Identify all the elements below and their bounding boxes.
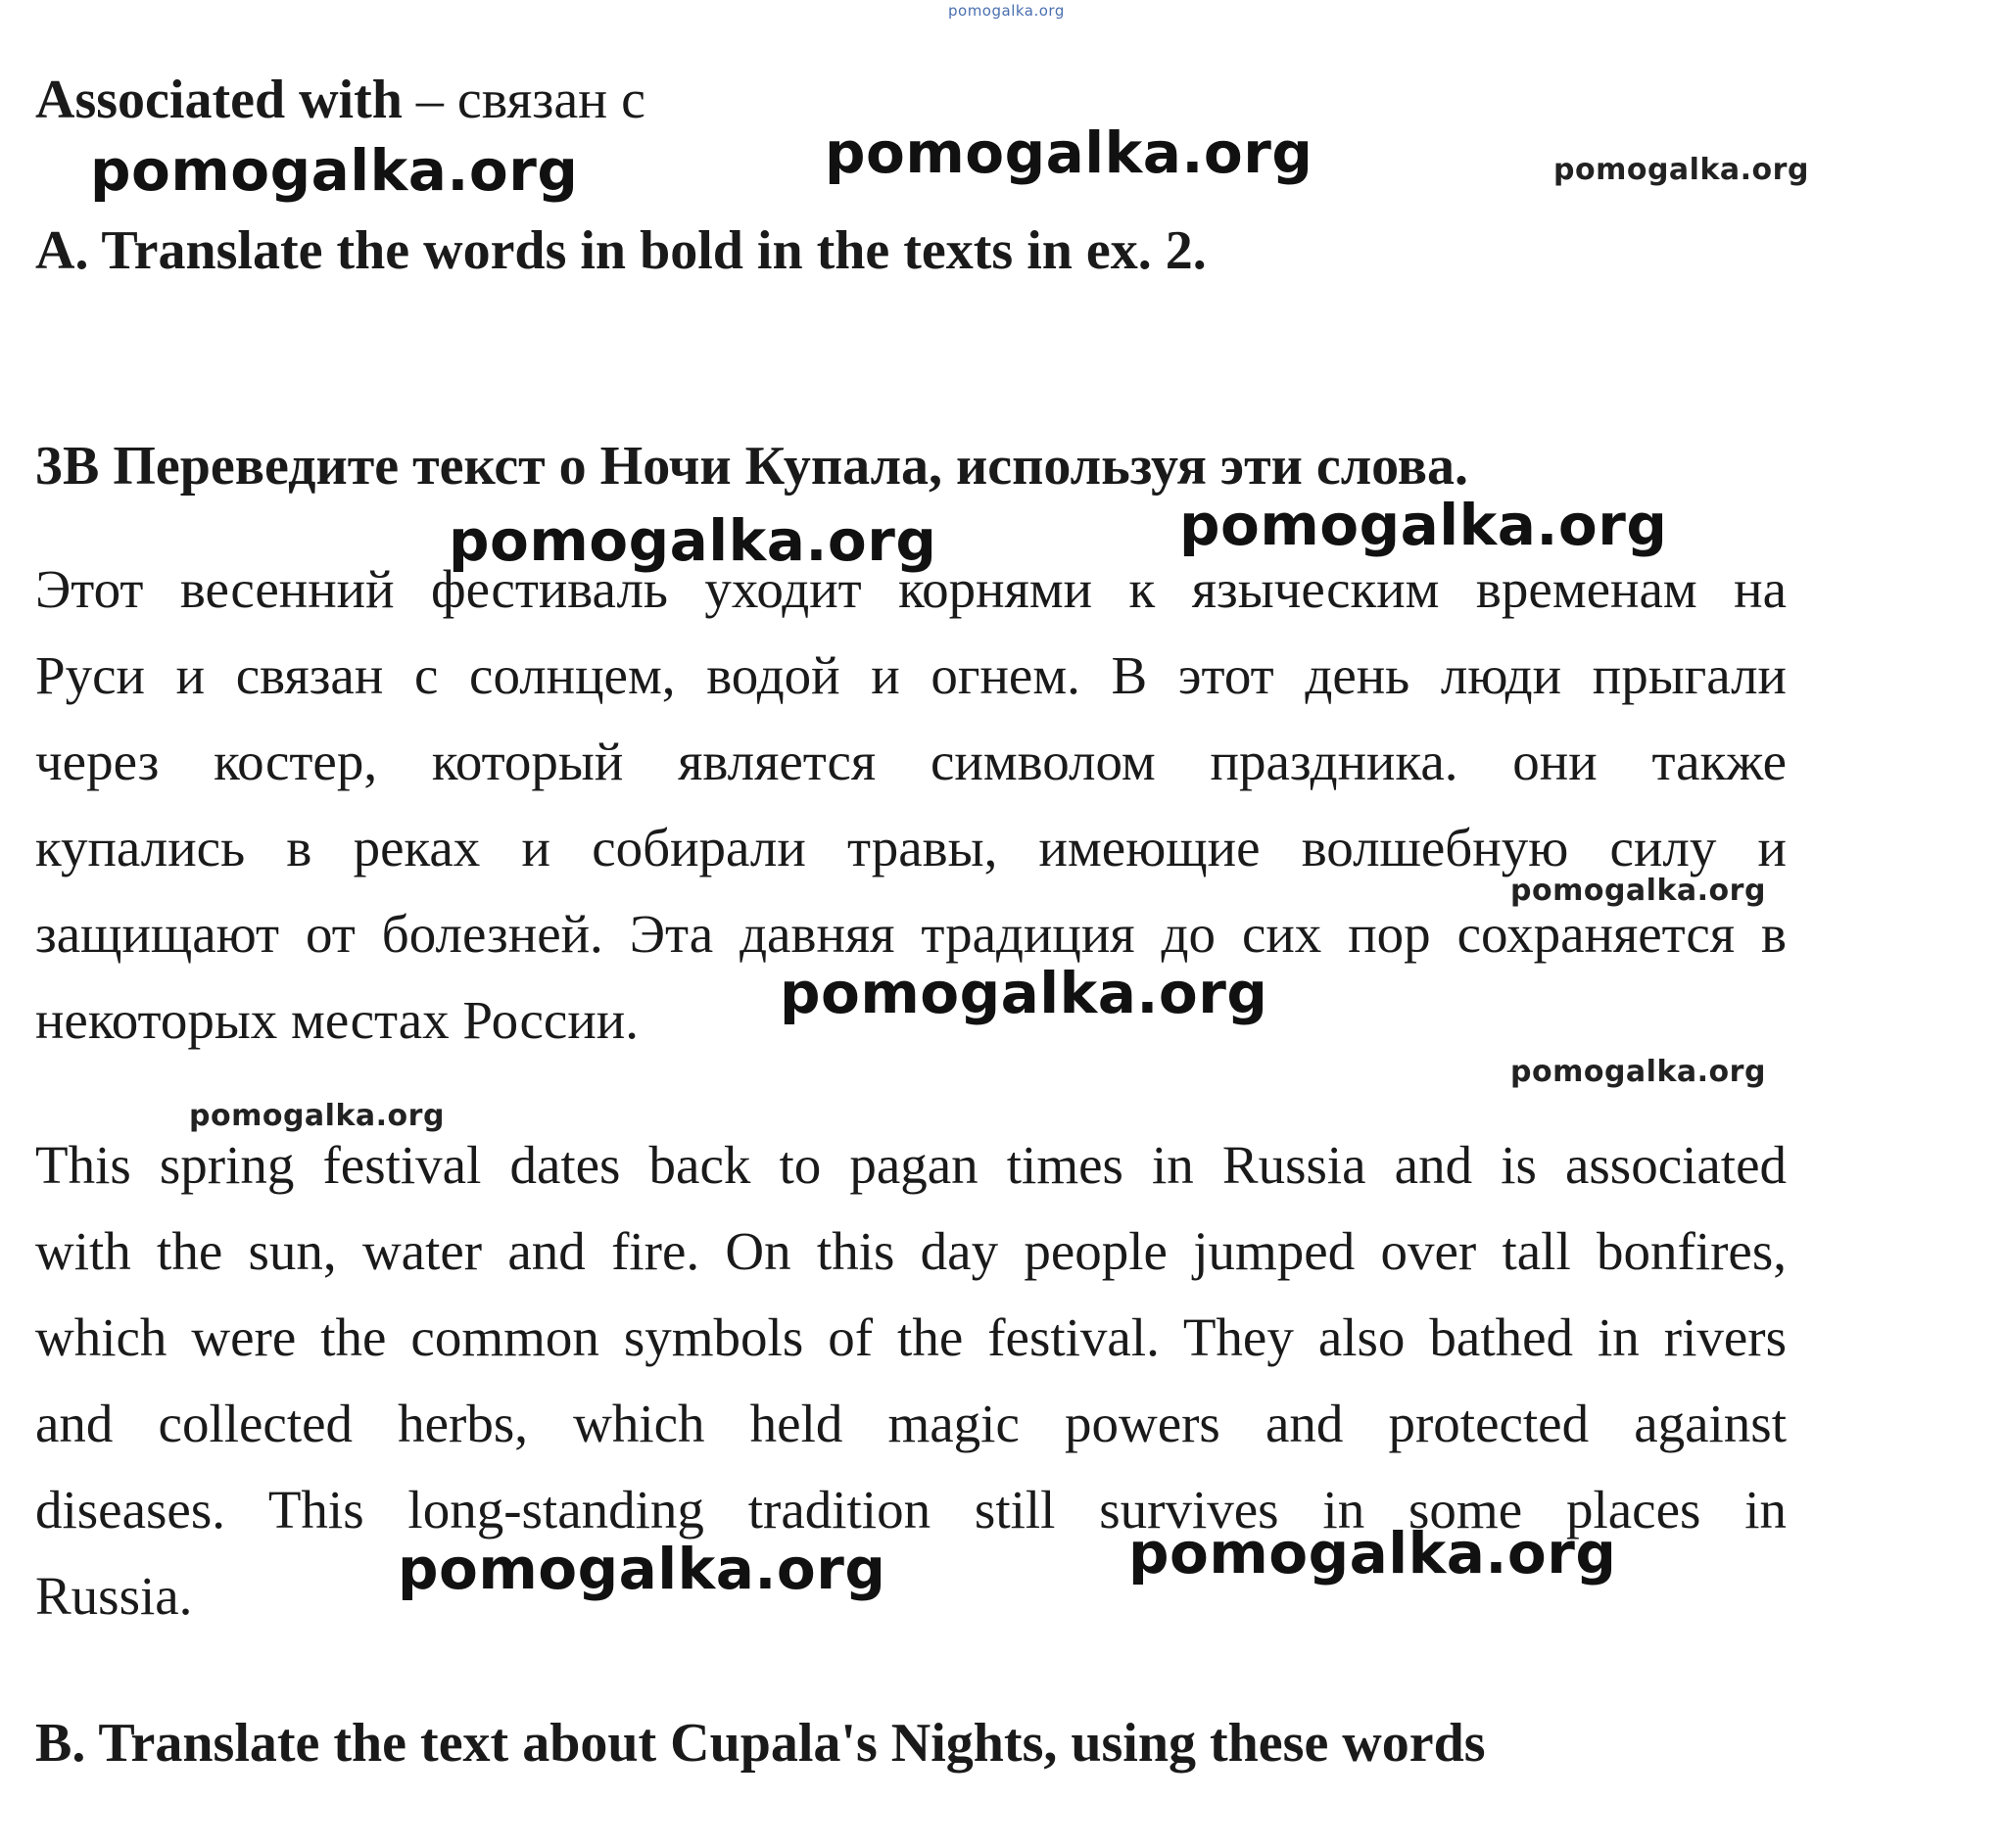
paragraph-line: защищают от болезней. Эта давняя традиция до сих пор сохраняется в — [35, 904, 1787, 964]
paragraph-line: Russia. — [35, 1566, 193, 1626]
watermark: pomogalka.org — [1510, 1055, 1766, 1089]
paragraph-line: and collected herbs, which held magic powers and protected against — [35, 1394, 1787, 1453]
glossary-entry — [35, 69, 645, 131]
watermark: pomogalka.org — [449, 507, 937, 574]
watermark: pomogalka.org — [825, 119, 1313, 186]
glossary-translation: – связан с — [415, 70, 646, 130]
paragraph-line: Руси и связан с солнцем, водой и огнем. В этот день люди прыгали — [35, 645, 1787, 705]
paragraph-line: через костер, который является символом праздника. они также — [35, 732, 1787, 791]
paragraph-line: некоторых местах России. — [35, 990, 639, 1050]
task-a-heading: A. Translate the words in bold in the texts in ex. 2. — [35, 220, 1207, 281]
watermark: pomogalka.org — [1510, 874, 1766, 908]
watermark: pomogalka.org — [780, 960, 1268, 1026]
paragraph-line: This spring festival dates back to pagan times in Russia and is associated — [35, 1135, 1787, 1195]
watermark: pomogalka.org — [1179, 492, 1668, 558]
paragraph-line: diseases. This long-standing tradition still survives in some places in — [35, 1480, 1787, 1540]
paragraph-line: купались в реках и собирали травы, имеющие волшебную силу и — [35, 818, 1787, 877]
task-3b-heading: 3B Переведите текст о Ночи Купала, используя эти слова. — [35, 436, 1469, 497]
watermark: pomogalka.org — [398, 1536, 886, 1602]
watermark: pomogalka.org — [1128, 1520, 1617, 1587]
paragraph-line: Этот весенний фестиваль уходит корнями к языческим временам на — [35, 559, 1787, 619]
watermark: pomogalka.org — [1553, 153, 1809, 187]
paragraph-line: which were the common symbols of the festival. They also bathed in rivers — [35, 1307, 1787, 1367]
paragraph-line: with the sun, water and fire. On this day people jumped over tall bonfires, — [35, 1221, 1787, 1281]
watermark: pomogalka.org — [90, 137, 579, 204]
top-watermark: pomogalka.org — [948, 2, 1065, 20]
glossary-term: Associated with — [35, 70, 403, 130]
task-b-heading: B. Translate the text about Cupala's Nights, using these words — [35, 1713, 1486, 1774]
watermark: pomogalka.org — [189, 1099, 445, 1133]
